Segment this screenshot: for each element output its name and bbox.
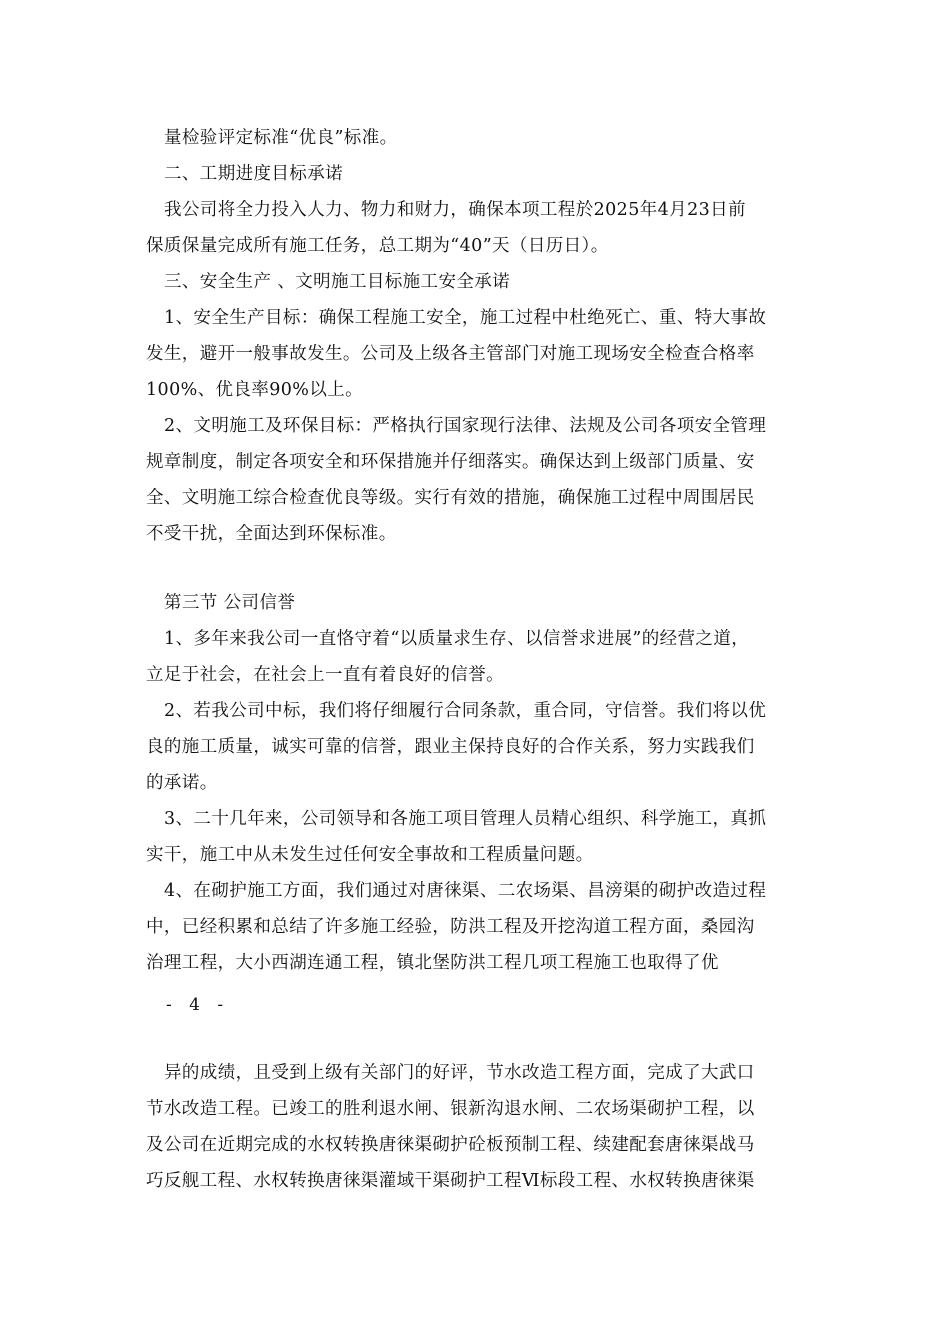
section-company-reputation	[146, 585, 810, 981]
text-line: 节水改造工程。已竣工的胜利退水闸、银新沟退水闸、二农场渠砌护工程，以	[146, 1099, 755, 1119]
text-line: 立足于社会，在社会上一直有着良好的信誉。	[146, 665, 504, 685]
page-number: - 4 -	[166, 995, 230, 1015]
text-line: 全、文明施工综合检查优良等级。实行有效的措施，确保施工过程中周围居民	[146, 488, 755, 508]
text-line: 1、安全生产目标：确保工程施工安全，施工过程中杜绝死亡、重、特大事故	[164, 308, 767, 328]
text-line: 我公司将全力投入人力、物力和财力，确保本项工程於2025年4月23日前	[164, 200, 746, 220]
text-line: 量检验评定标准“优良”标准。	[164, 128, 398, 148]
text-line: 巧反舰工程、水权转换唐徕渠灌域干渠砌护工程Ⅵ标段工程、水权转换唐徕渠	[146, 1171, 755, 1191]
text-line: 良的施工质量，诚实可靠的信誉，跟业主保持良好的合作关系，努力实践我们	[146, 737, 755, 757]
heading-schedule-commitment: 二、工期进度目标承诺	[164, 164, 343, 184]
text-line: 4、在砌护施工方面，我们通过对唐徕渠、二农场渠、昌滂渠的砌护改造过程	[164, 881, 767, 901]
text-line: 不受干扰，全面达到环保标准。	[146, 524, 397, 544]
text-line: 的承诺。	[146, 773, 218, 793]
text-line: 治理工程，大小西湖连通工程，镇北堡防洪工程几项工程施工也取得了优	[146, 953, 719, 973]
text-line: 规章制度，制定各项安全和环保措施并仔细落实。确保达到上级部门质量、安	[146, 452, 755, 472]
text-line: 2、若我公司中标，我们将仔细履行合同条款，重合同，守信誉。我们将以优	[164, 701, 767, 721]
text-line: 发生，避开一般事故发生。公司及上级各主管部门对施工现场安全检查合格率	[146, 344, 755, 364]
heading-safety-commitment: 三、安全生产 、文明施工目标施工安全承诺	[164, 272, 511, 292]
text-line: 100%、优良率90%以上。	[146, 380, 364, 400]
text-line: 3、二十几年来，公司领导和各施工项目管理人员精心组织、科学施工，真抓	[164, 809, 767, 829]
text-line: 中，已经积累和总结了许多施工经验，防洪工程及开挖沟道工程方面，桑园沟	[146, 917, 755, 937]
text-line: 及公司在近期完成的水权转换唐徕渠砌护砼板预制工程、续建配套唐徕渠战马	[146, 1135, 755, 1155]
section-heading: 第三节 公司信誉	[164, 593, 296, 613]
text-line: 2、文明施工及环保目标：严格执行国家现行法律、法规及公司各项安全管理	[164, 416, 767, 436]
text-line: 实干，施工中从未发生过任何安全事故和工程质量问题。	[146, 845, 594, 865]
section-quality-schedule-safety	[146, 120, 810, 552]
section-continuation	[146, 1055, 810, 1199]
text-line: 1、多年来我公司一直恪守着“以质量求生存、以信誉求进展”的经营之道，	[164, 629, 750, 649]
text-line: 异的成绩，且受到上级有关部门的好评，节水改造工程方面，完成了大武口	[164, 1063, 755, 1083]
text-line: 保质保量完成所有施工任务，总工期为“40”天（日历日）。	[146, 236, 609, 256]
